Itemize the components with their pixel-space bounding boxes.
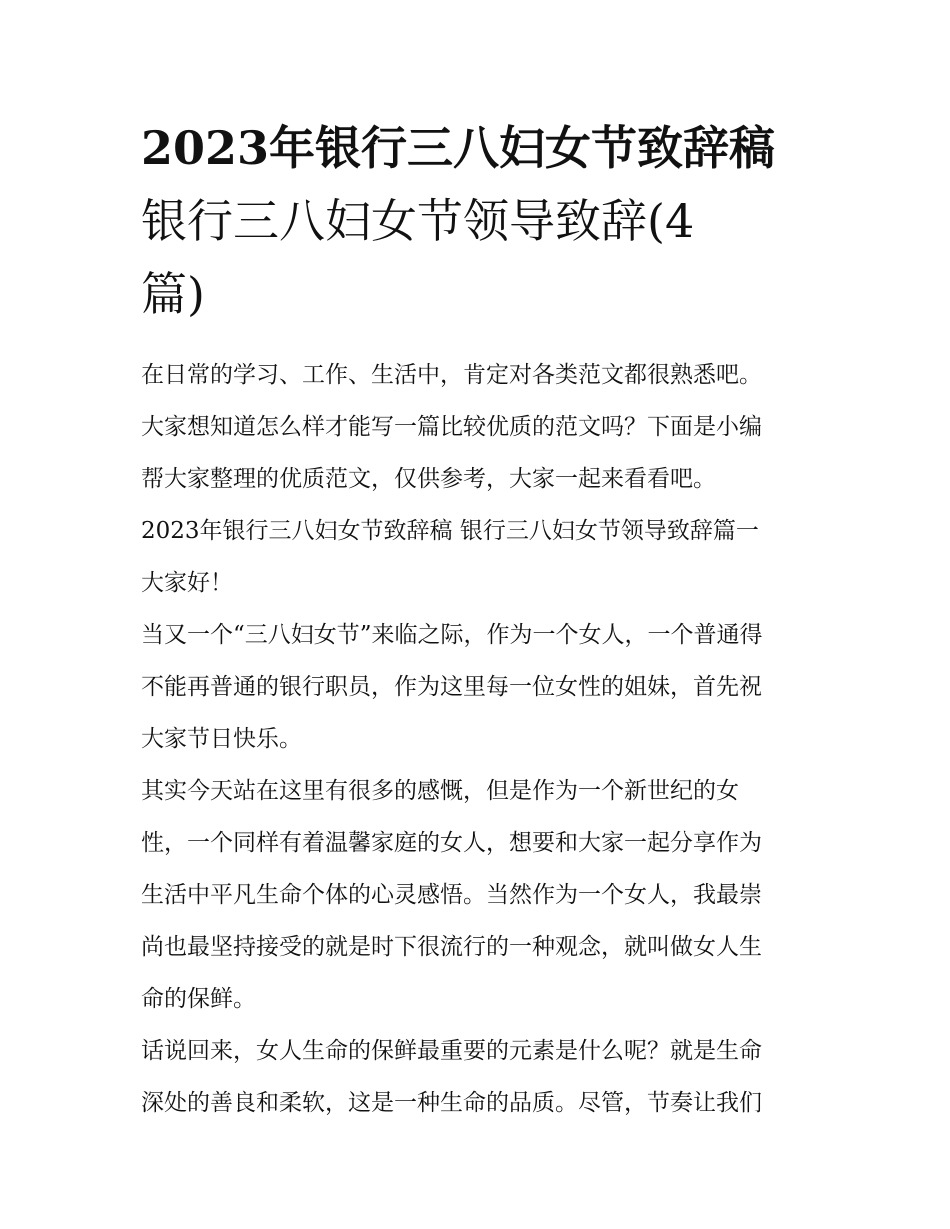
paragraph-line: 命的保鲜。 [141, 986, 256, 1012]
document-title [141, 112, 813, 331]
paragraph-intro [141, 349, 813, 505]
title-line-2: 银行三八妇女节领导致辞(4 [141, 194, 695, 248]
section-heading [141, 505, 813, 557]
paragraph-line: 话说回来，女人生命的保鲜最重要的元素是什么呢？就是生命 [141, 1038, 762, 1064]
paragraph-line: 2023年银行三八妇女节致辞稿 银行三八妇女节领导致辞篇一 [141, 518, 759, 544]
paragraph-line: 大家节日快乐。 [141, 726, 302, 752]
paragraph-line: 当又一个“三八妇女节”来临之际，作为一个女人，一个普通得 [141, 622, 763, 648]
title-line-1: 2023年银行三八妇女节致辞稿 [141, 121, 776, 175]
paragraph-line: 生活中平凡生命个体的心灵感悟。当然作为一个女人，我最崇 [141, 882, 762, 908]
paragraph-line: 不能再普通的银行职员，作为这里每一位女性的姐妹，首先祝 [141, 674, 762, 700]
title-line-3: 篇) [141, 267, 205, 321]
paragraph-body-3 [141, 1025, 813, 1129]
paragraph-line: 在日常的学习、工作、生活中，肯定对各类范文都很熟悉吧。 [141, 362, 762, 388]
paragraph-line: 大家想知道怎么样才能写一篇比较优质的范文吗？下面是小编 [141, 414, 762, 440]
paragraph-line: 帮大家整理的优质范文，仅供参考，大家一起来看看吧。 [141, 466, 716, 492]
paragraph-line: 性，一个同样有着温馨家庭的女人，想要和大家一起分享作为 [141, 830, 762, 856]
paragraph-body-1 [141, 609, 813, 765]
paragraph-line: 其实今天站在这里有很多的感慨，但是作为一个新世纪的女 [141, 778, 739, 804]
paragraph-greeting [141, 557, 813, 609]
paragraph-line: 尚也最坚持接受的就是时下很流行的一种观念，就叫做女人生 [141, 934, 762, 960]
paragraph-body-2 [141, 765, 813, 1025]
paragraph-line: 大家好！ [141, 570, 233, 596]
document-content [141, 112, 813, 1129]
paragraph-line: 深处的善良和柔软，这是一种生命的品质。尽管，节奏让我们 [141, 1090, 762, 1116]
